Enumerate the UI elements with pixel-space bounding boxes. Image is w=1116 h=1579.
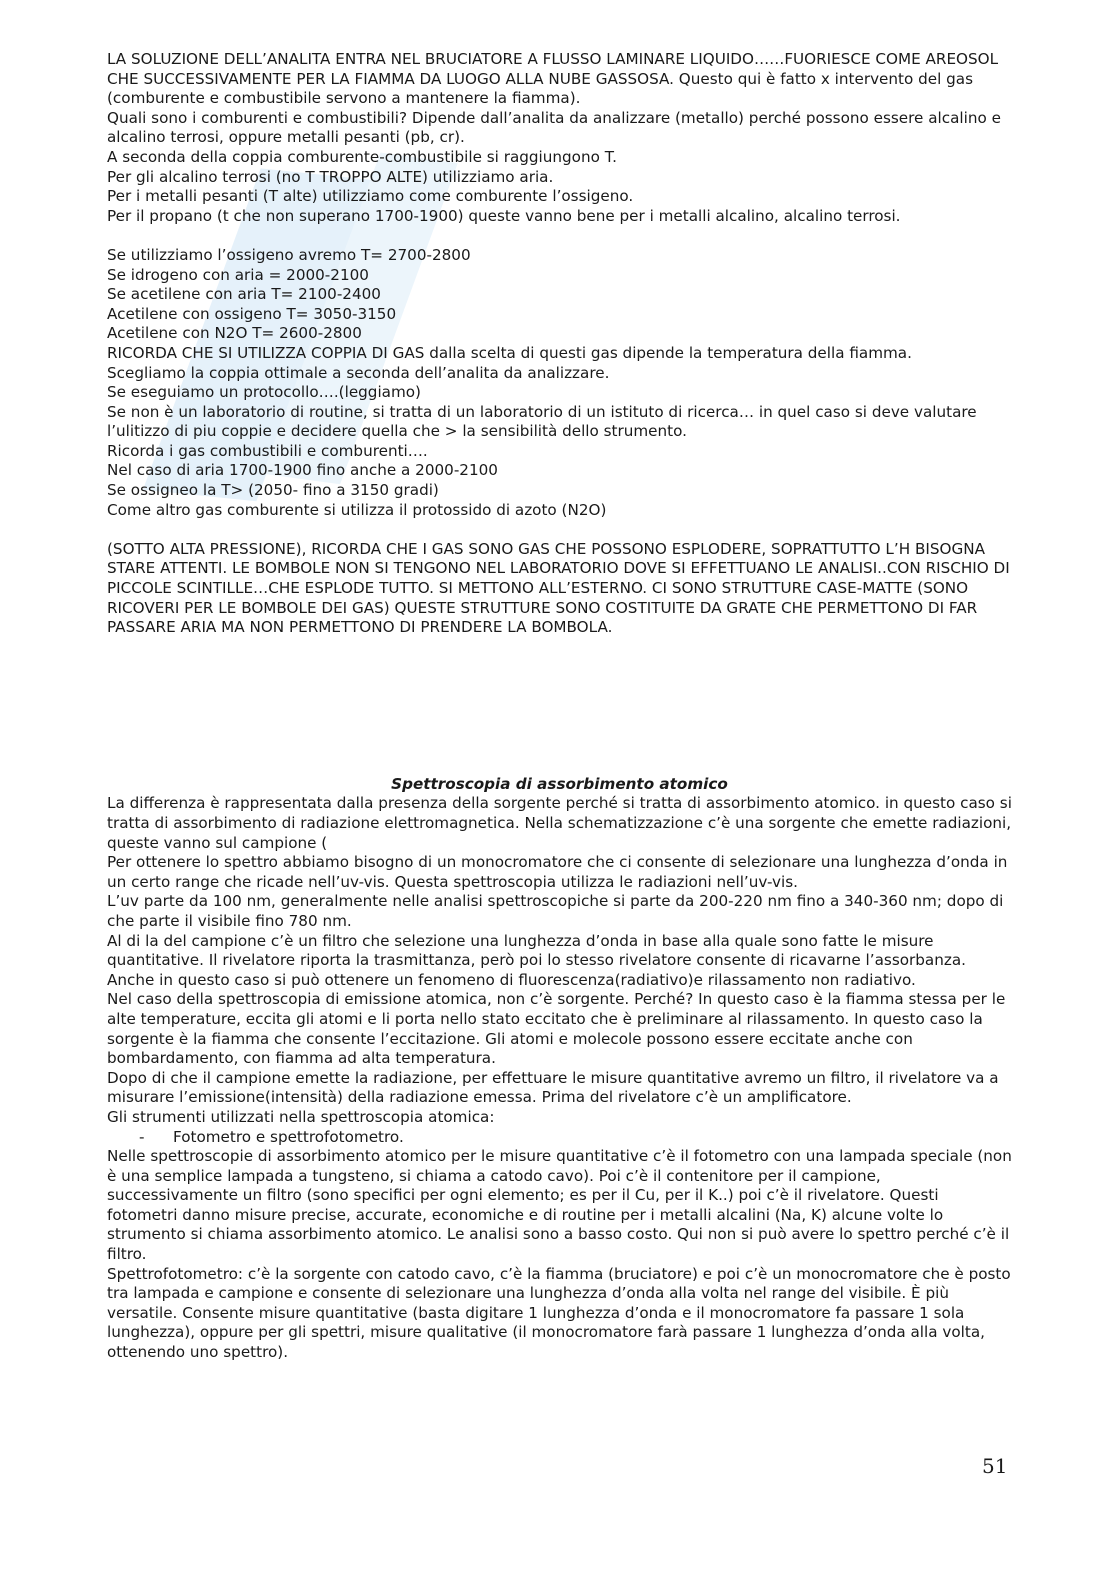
section-temperatures	[107, 246, 1012, 520]
text-line: LA SOLUZIONE DELL’ANALITA ENTRA NEL BRUCIATORE A FLUSSO LAMINARE LIQUIDO……FUORIESCE COME AREOSOL CHE SUCCESSIVAMENTE PER LA FIAMMA DA LUOGO ALLA NUBE GASSOSA. Questo qui è fatto x intervento del gas (comburente e combustibile servono a mantenere la fiamma).	[107, 50, 999, 108]
paragraph: Nel caso della spettroscopia di emissione atomica, non c’è sorgente. Perché? In questo caso è la fiamma stessa per le alte temperature, eccita gli atomi e li porta nello stato eccitato che è preliminare al rilassamento. In questo caso la sorgente è la fiamma che consente l’eccitazione. Gli atomi e molecole possono essere eccitate anche con bombardamento, con fiamma ad alta temperatura.	[107, 990, 1006, 1068]
text-line: Se non è un laboratorio di routine, si tratta di un laboratorio di un istituto di ricerca… in quel caso si deve valutare l’ulitizzo di piu coppie e decidere quella che > la sensibilità dello strumento.	[107, 402, 977, 441]
spacer	[107, 226, 1012, 246]
text-line: Nel caso di aria 1700-1900 fino anche a 2000-2100	[107, 461, 498, 480]
text-line: A seconda della coppia comburente-combustibile si raggiungono T.	[107, 147, 617, 166]
paragraph: Al di la del campione c’è un filtro che selezione una lunghezza d’onda in base alla quale sono fatte le misure quantitative. Il rivelatore riporta la trasmittanza, però poi lo stesso rivelatore consente di ricavarne l’assorbanza. Anche in questo caso si può ottenere un fenomeno di fluorescenza(radiativo)e rilassamento non radiativo.	[107, 931, 966, 989]
text-line: Come altro gas comburente si utilizza il protossido di azoto (N2O)	[107, 500, 607, 519]
text-line: Per i metalli pesanti (T alte) utilizziamo come comburente l’ossigeno.	[107, 187, 634, 206]
text-line: RICORDA CHE SI UTILIZZA COPPIA DI GAS dalla scelta di questi gas dipende la temperatura della fiamma.	[107, 343, 912, 362]
text-line: Acetilene con N2O T= 2600-2800	[107, 324, 362, 343]
section-title: Spettroscopia di assorbimento atomico	[391, 774, 728, 793]
text-line: Quali sono i comburenti e combustibili? Dipende dall’analita da analizzare (metallo) perché possono essere alcalino e alcalino terrosi, oppure metalli pesanti (pb, cr).	[107, 108, 1001, 147]
paragraph: Gli strumenti utilizzati nella spettroscopia atomica:	[107, 1107, 495, 1126]
paragraph: Nelle spettroscopie di assorbimento atomico per le misure quantitative c’è il fotometro con una lampada speciale (non è una semplice lampada a tungsteno, si chiama a catodo cavo). Poi c’è il contenitore per il campione, successivamente un filtro (sono specifici per ogni elemento; es per il Cu, per il K..) poi c’è il rivelatore. Questi fotometri danno misure precise, accurate, economiche e di routine per i metalli alcalini (Na, K) alcune volte lo strumento si chiama assorbimento atomico. Le analisi sono a basso costo. Qui non si può avere lo spettro perché c’è il filtro.	[107, 1147, 1012, 1264]
spacer	[107, 638, 1012, 775]
paragraph: Dopo di che il campione emette la radiazione, per effettuare le misure quantitative avremo un filtro, il rivelatore va a misurare l’emissione(intensità) della radiazione emessa. Prima del rivelatore c’è un amplificatore.	[107, 1068, 999, 1107]
list-item-text: Fotometro e spettrofotometro.	[173, 1127, 404, 1146]
document-page	[107, 50, 1012, 1363]
section-flame-gases	[107, 50, 1012, 226]
gas-safety-paragraph: (SOTTO ALTA PRESSIONE), RICORDA CHE I GAS SONO GAS CHE POSSONO ESPLODERE, SOPRATTUTTO L’H BISOGNA STARE ATTENTI. LE BOMBOLE NON SI TENGONO NEL LABORATORIO DOVE SI EFFETTUANO LE ANALISI..CON RISCHIO DI PICCOLE SCINTILLE…CHE ESPLODE TUTTO. SI METTONO ALL’ESTERNO. CI SONO STRUTTURE CASE-MATTE (SONO RICOVERI PER LE BOMBOLE DEI GAS) QUESTE STRUTTURE SONO COSTITUITE DA GRATE CHE PERMETTONO DI FAR PASSARE ARIA MA NON PERMETTONO DI PRENDERE LA BOMBOLA.	[107, 539, 1010, 637]
list-item	[107, 1128, 1012, 1148]
text-line: Se acetilene con aria T= 2100-2400	[107, 285, 381, 304]
text-line: Scegliamo la coppia ottimale a seconda dell’analita da analizzare.	[107, 363, 610, 382]
text-line: Ricorda i gas combustibili e comburenti….	[107, 441, 428, 460]
text-line: Se eseguiamo un protocollo….(leggiamo)	[107, 383, 421, 402]
text-line: Se idrogeno con aria = 2000-2100	[107, 265, 369, 284]
text-line: Se utilizziamo l’ossigeno avremo T= 2700-2800	[107, 245, 471, 264]
page-number: 51	[982, 1454, 1008, 1478]
text-line: Per il propano (t che non superano 1700-1900) queste vanno bene per i metalli alcalino, alcalino terrosi.	[107, 206, 901, 225]
bullet-dash: -	[139, 1127, 145, 1146]
paragraph: Per ottenere lo spettro abbiamo bisogno di un monocromatore che ci consente di selezionare una lunghezza d’onda in un certo range che ricade nell’uv-vis. Questa spettroscopia utilizza le radiazioni nell’uv-vis.	[107, 853, 1008, 891]
paragraph: Spettrofotometro: c’è la sorgente con catodo cavo, c’è la fiamma (bruciatore) e poi c’è un monocromatore che è posto tra lampada e campione e consente di selezionare una lunghezza d’onda alla volta nel range del visibile. È più versatile. Consente misure quantitative (basta digitare 1 lunghezza d’onda e il monocromatore fa passare 1 sola lunghezza), oppure per gli spettri, misure qualitative (il monocromatore farà passare 1 lunghezza d’onda alla volta, ottenendo uno spettro).	[107, 1264, 1011, 1362]
section-atomic-absorption	[107, 775, 1012, 1363]
paragraph: L’uv parte da 100 nm, generalmente nelle analisi spettroscopiche si parte da 200-220 nm fino a 340-360 nm; dopo di che parte il visibile fino 780 nm.	[107, 892, 1004, 930]
text-line: Per gli alcalino terrosi (no T TROPPO ALTE) utilizziamo aria.	[107, 167, 554, 186]
text-line: Acetilene con ossigeno T= 3050-3150	[107, 304, 397, 323]
spacer	[107, 520, 1012, 540]
paragraph: La differenza è rappresentata dalla presenza della sorgente perché si tratta di assorbimento atomico. in questo caso si tratta di assorbimento di radiazione elettromagnetica. Nella schematizzazione c’è una sorgente che emette radiazioni, queste vanno sul campione (	[107, 794, 1012, 852]
text-line: Se ossigneo la T> (2050- fino a 3150 gradi)	[107, 481, 439, 500]
